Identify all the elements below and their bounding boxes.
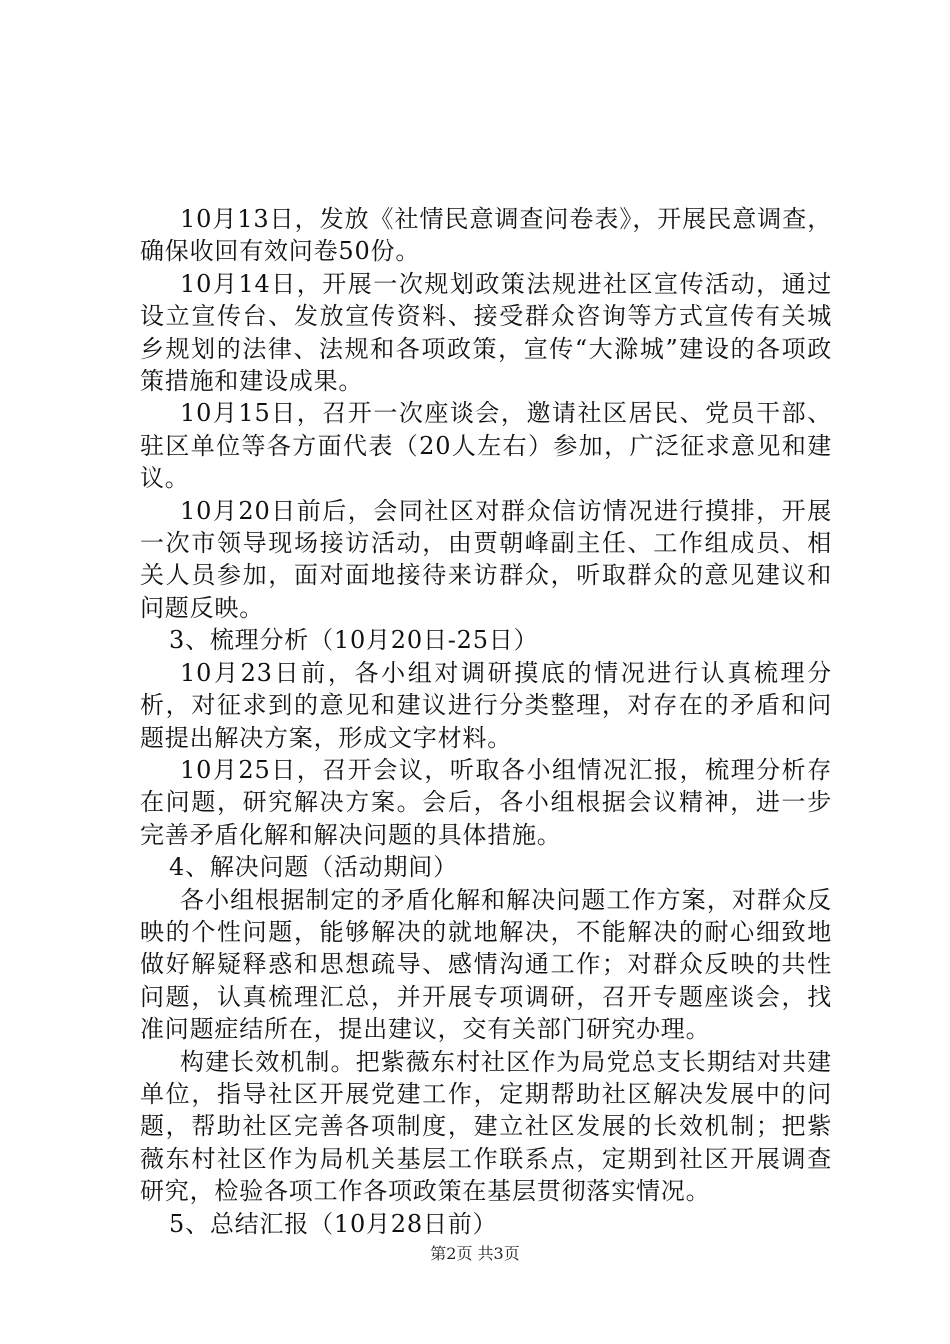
paragraph-solve-problems: 各小组根据制定的矛盾化解和解决问题工作方案，对群众反映的个性问题，能够解决的就地解决，不能解决的耐心细致地做好解疑释惑和思想疏导、感情沟通工作；对群众反映的共性问题，认真梳理汇总，并开展专项调研，召开专题座谈会，找准问题症结所在，提出建议，交有关部门研究办理。 <box>140 885 832 1044</box>
page-number-footer: 第2页 共3页 <box>430 1244 520 1263</box>
section-heading-analysis: 3、梳理分析（10月20日-25日） <box>169 626 539 655</box>
paragraph-long-term-mechanism: 构建长效机制。把紫薇东村社区作为局党总支长期结对共建单位，指导社区开展党建工作，定期帮助社区解决发展中的问题，帮助社区完善各项制度，建立社区发展的长效机制；把紫薇东村社区作为局机关基层工作联系点，定期到社区开展调查研究，检验各项工作各项政策在基层贯彻落实情况。 <box>140 1047 832 1206</box>
paragraph-oct25: 10月25日，召开会议，听取各小组情况汇报，梳理分析存在问题，研究解决方案。会后，各小组根据会议精神，进一步完善矛盾化解和解决问题的具体措施。 <box>140 755 832 849</box>
section-heading-solve-problems: 4、解决问题（活动期间） <box>169 853 458 882</box>
section-heading-summary: 5、总结汇报（10月28日前） <box>169 1209 498 1238</box>
paragraph-oct20: 10月20日前后，会同社区对群众信访情况进行摸排，开展一次市领导现场接访活动，由贾朝峰副主任、工作组成员、相关人员参加，面对面地接待来访群众，听取群众的意见建议和问题反映。 <box>140 496 832 622</box>
document-body <box>140 203 832 1240</box>
paragraph-oct14: 10月14日，开展一次规划政策法规进社区宣传活动，通过设立宣传台、发放宣传资料、接受群众咨询等方式宣传有关城乡规划的法律、法规和各项政策，宣传“大滁城”建设的各项政策措施和建设成果。 <box>140 269 832 396</box>
paragraph-oct13: 10月13日，发放《社情民意调查问卷表》，开展民意调查，确保收回有效问卷50份。 <box>140 205 832 266</box>
paragraph-oct23: 10月23日前，各小组对调研摸底的情况进行认真梳理分析，对征求到的意见和建议进行分类整理，对存在的矛盾和问题提出解决方案，形成文字材料。 <box>140 658 832 752</box>
paragraph-oct15: 10月15日，召开一次座谈会，邀请社区居民、党员干部、驻区单位等各方面代表（20人左右）参加，广泛征求意见和建议。 <box>140 399 832 493</box>
